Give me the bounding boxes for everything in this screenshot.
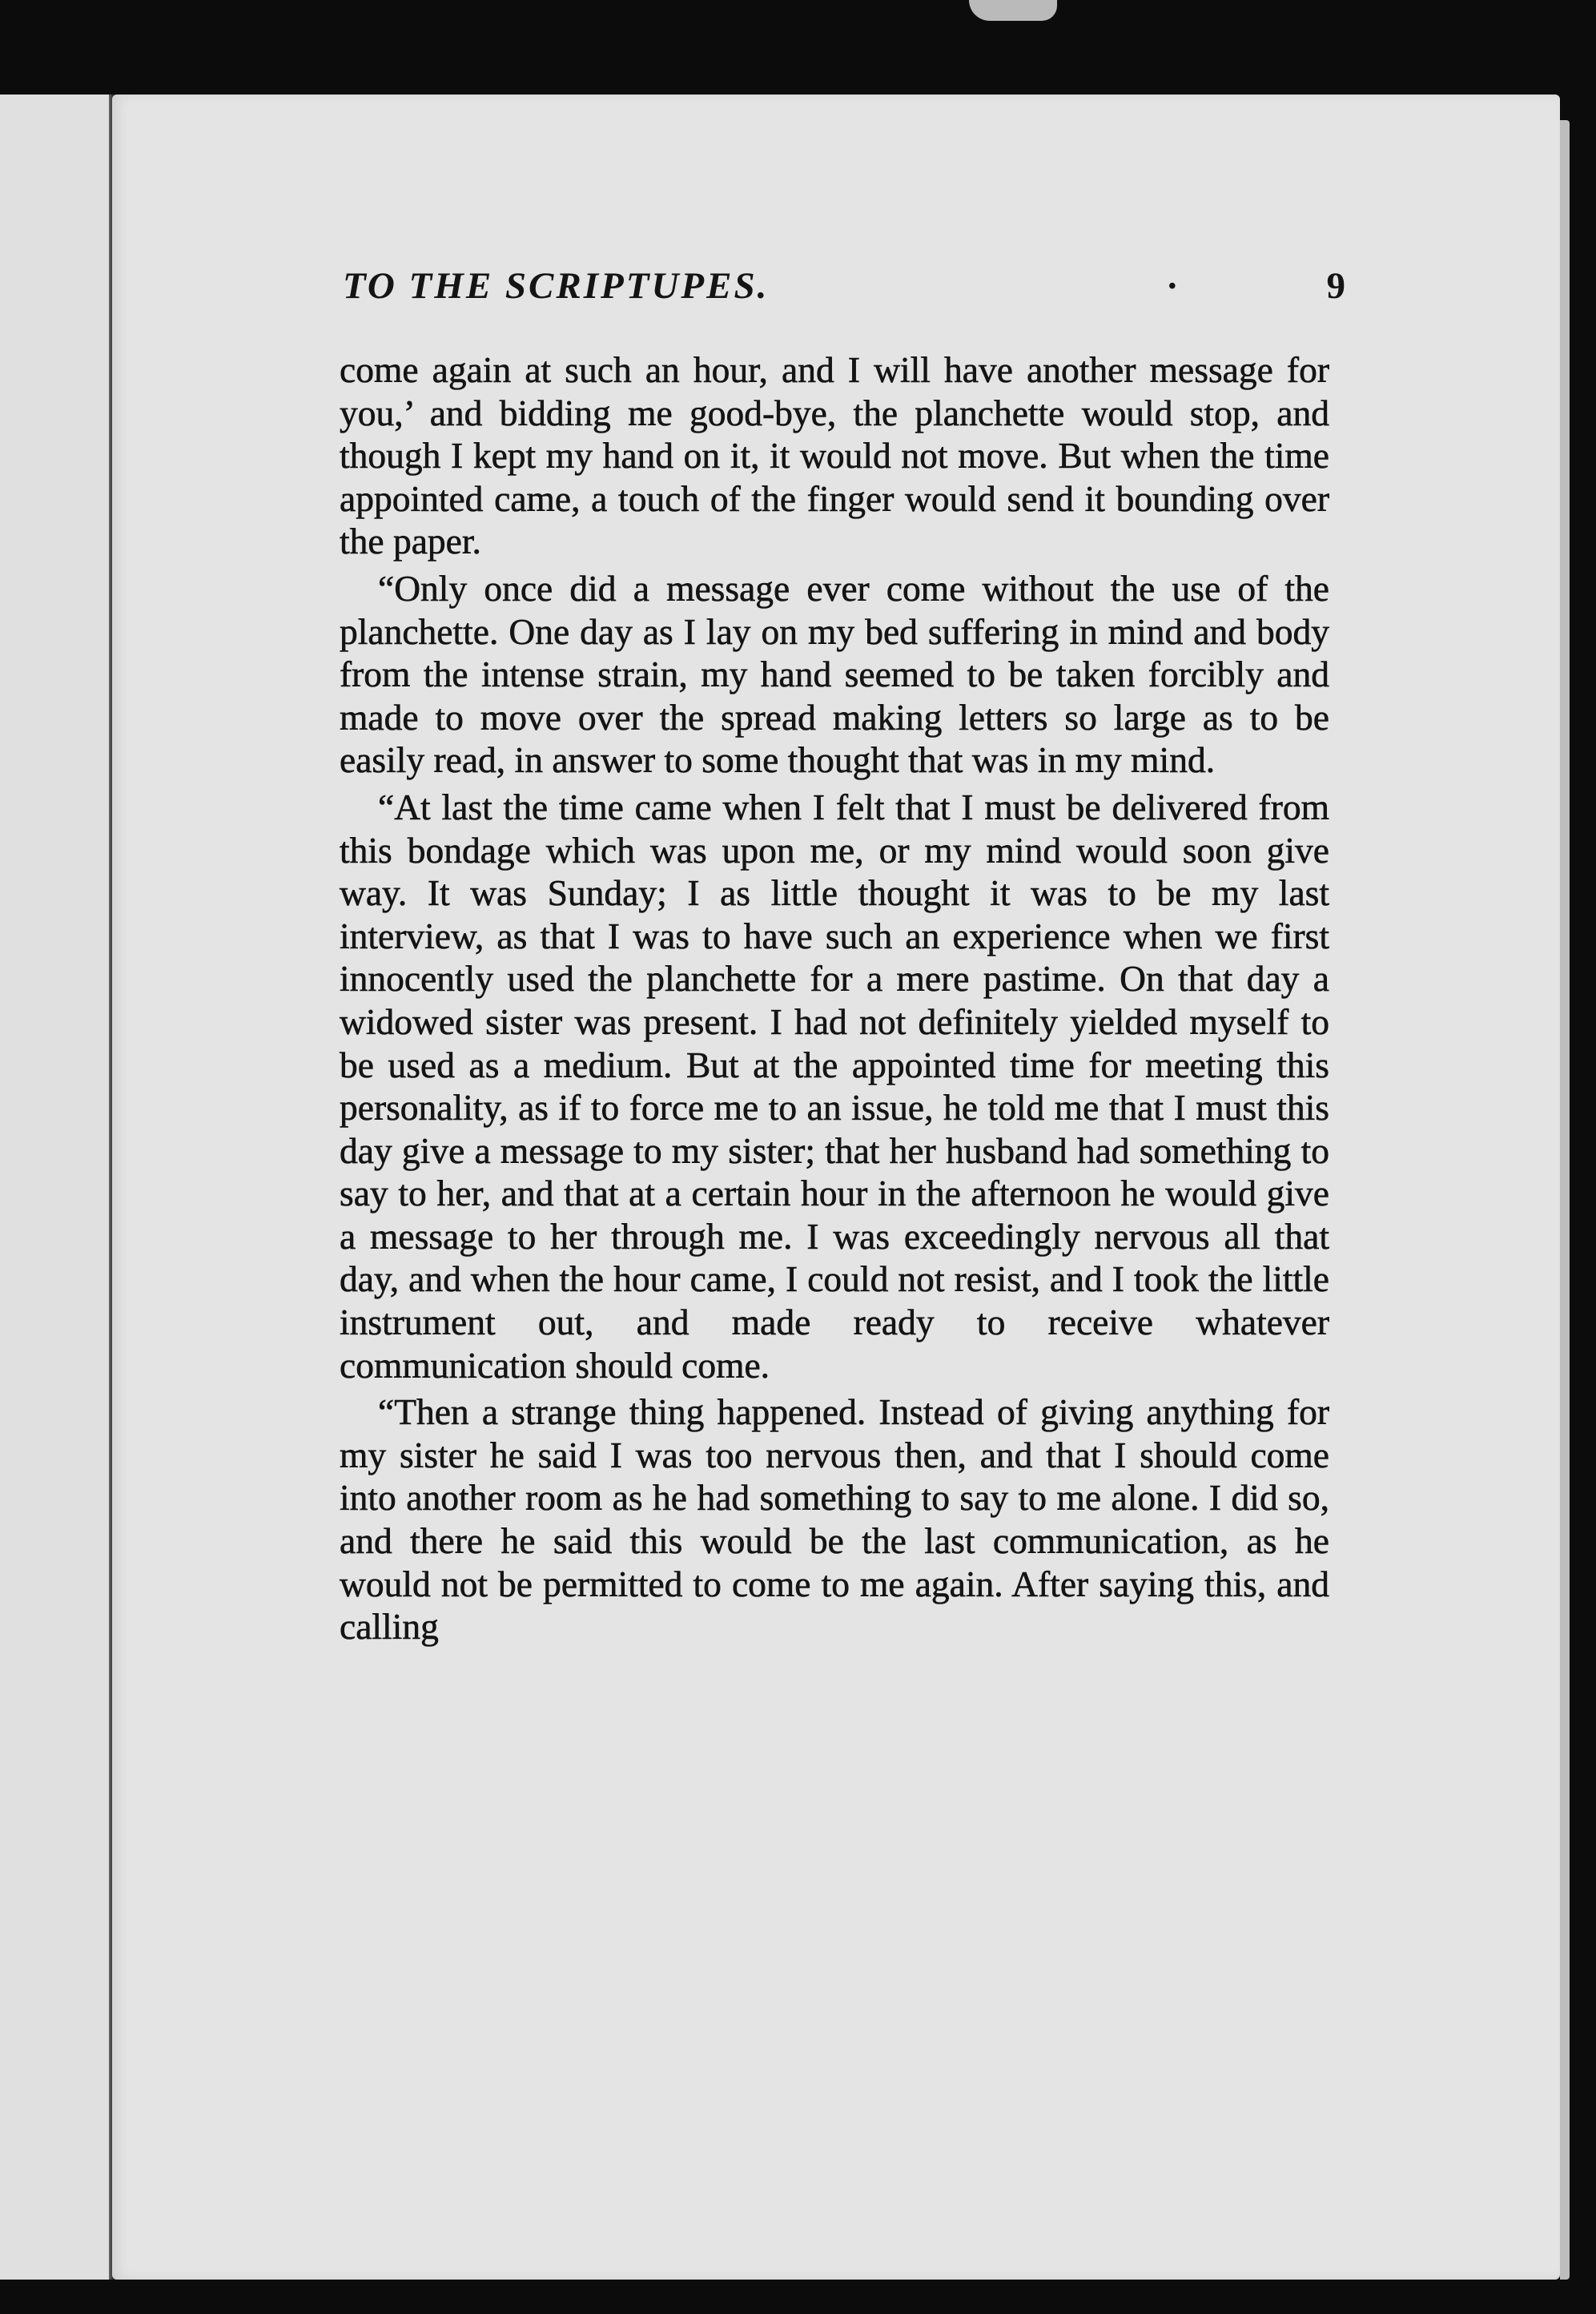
- paragraph: “At last the time came when I felt that I must be delivered from this bondage which was upon me, or my mind would soon give way. It was Sunday; I as little thought it was to be my last interview, as that I was to have such an experience when we first innocently used the planchette for a mere pastime. On that day a widowed sister was present. I had not definitely yielded myself to be used as a medium. But at the appointed time for meeting this personality, as if to force me to an issue, he told me that I must this day give a message to my sister; that her husband had something to say to her, and that at a certain hour in the afternoon he would give a message to her through me. I was exceedingly nervous all that day, and when the hour came, I could not resist, and I took the little instrument out, and made ready to receive whatever communication should come.: [340, 786, 1329, 1386]
- paragraph: “Then a strange thing happened. Instead of giving anything for my sister he said I was too nervous then, and that I should come into another room as he had something to say to me alone. I did so, and there he said this would be the last communication, as he would not be permitted to come to me again. After saying this, and calling: [340, 1391, 1329, 1648]
- page-edge: [1560, 120, 1570, 2280]
- running-head: TO THE SCRIPTUPES.: [343, 265, 770, 307]
- paragraph: come again at such an hour, and I will have another message for you,’ and bidding me good-bye, the planchette would stop, and though I kept my hand on it, it would not move. But when the time appointed came, a touch of the finger would send it bounding over the paper.: [340, 349, 1329, 562]
- header-dot: ·: [1166, 265, 1179, 307]
- page-header: [343, 264, 1345, 312]
- paragraph: “Only once did a message ever come without the use of the planchette. One day as I lay on my bed suffering in mind and body from the intense strain, my hand seemed to be taken forcibly and made to move over the spread making letters so large as to be easily read, in answer to some thought that was in my mind.: [340, 567, 1329, 781]
- facing-page-edge: [0, 95, 119, 2280]
- page-number: 9: [1326, 265, 1345, 307]
- scan-artifact: [969, 0, 1057, 21]
- body-text: [340, 348, 1329, 1648]
